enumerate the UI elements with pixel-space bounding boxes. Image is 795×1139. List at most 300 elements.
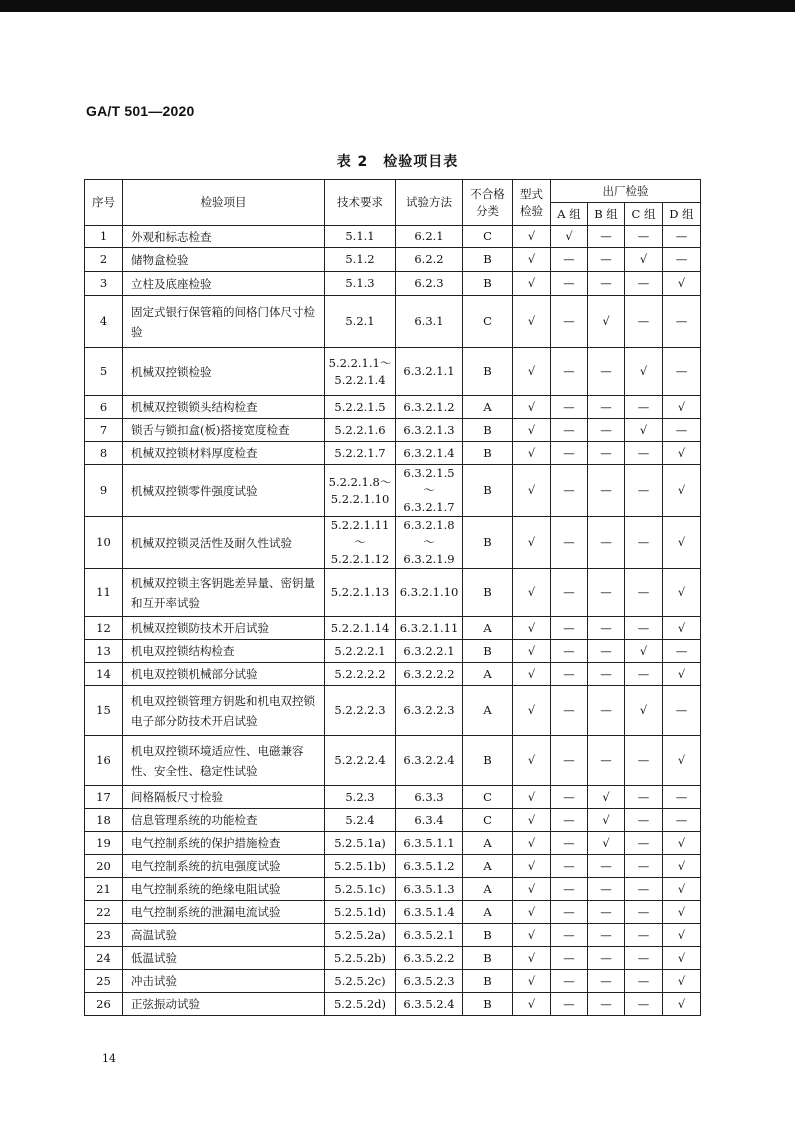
cell-item: 正弦振动试验 [123, 993, 325, 1016]
cell-group-c: — [625, 296, 663, 348]
cell-method: 6.3.5.1.4 [396, 901, 463, 924]
cell-item: 外观和标志检查 [123, 226, 325, 248]
cell-group-c: — [625, 442, 663, 465]
cell-group-a: — [551, 640, 588, 663]
cell-method: 6.3.2.2.2 [396, 663, 463, 686]
cell-seq: 17 [85, 786, 123, 809]
cell-group-a: — [551, 736, 588, 786]
cell-group-b: √ [588, 786, 625, 809]
cell-type-test: √ [513, 248, 551, 272]
cell-group-c: √ [625, 640, 663, 663]
cell-group-b: √ [588, 296, 625, 348]
cell-type-test: √ [513, 809, 551, 832]
cell-seq: 15 [85, 686, 123, 736]
cell-group-c: — [625, 517, 663, 569]
header-requirement: 技术要求 [325, 180, 396, 226]
cell-group-d: — [663, 248, 701, 272]
cell-group-d: √ [663, 517, 701, 569]
cell-group-a: — [551, 617, 588, 640]
cell-nonconformity: B [463, 947, 513, 970]
cell-method: 6.3.5.2.3 [396, 970, 463, 993]
cell-requirement: 5.2.2.1.13 [325, 569, 396, 617]
cell-type-test: √ [513, 640, 551, 663]
cell-group-b: — [588, 569, 625, 617]
cell-nonconformity: B [463, 640, 513, 663]
cell-group-a: — [551, 465, 588, 517]
cell-type-test: √ [513, 569, 551, 617]
table-row [85, 442, 701, 465]
table-row [85, 226, 701, 248]
cell-group-c: — [625, 569, 663, 617]
cell-method: 6.3.5.2.1 [396, 924, 463, 947]
cell-group-a: — [551, 686, 588, 736]
cell-group-d: √ [663, 947, 701, 970]
cell-group-a: — [551, 442, 588, 465]
header-nonconformity: 不合格分类 [463, 180, 513, 226]
cell-item: 固定式银行保管箱的间格门体尺寸检验 [123, 296, 325, 348]
cell-requirement: 5.1.1 [325, 226, 396, 248]
table-row [85, 924, 701, 947]
cell-requirement: 5.2.2.2.1 [325, 640, 396, 663]
cell-group-d: — [663, 419, 701, 442]
cell-nonconformity: A [463, 686, 513, 736]
cell-group-c: — [625, 396, 663, 419]
cell-group-a: — [551, 296, 588, 348]
table-row [85, 855, 701, 878]
cell-group-c: — [625, 663, 663, 686]
cell-group-d: — [663, 296, 701, 348]
cell-requirement: 5.2.3 [325, 786, 396, 809]
cell-requirement: 5.2.5.1b) [325, 855, 396, 878]
cell-group-c: — [625, 832, 663, 855]
cell-type-test: √ [513, 947, 551, 970]
cell-item: 电气控制系统的绝缘电阻试验 [123, 878, 325, 901]
header-item: 检验项目 [123, 180, 325, 226]
cell-group-d: — [663, 226, 701, 248]
cell-group-a: — [551, 248, 588, 272]
cell-group-a: — [551, 878, 588, 901]
cell-requirement: 5.2.2.1.6 [325, 419, 396, 442]
header-group-d: D 组 [663, 203, 701, 226]
cell-group-d: √ [663, 855, 701, 878]
cell-requirement: 5.2.5.2b) [325, 947, 396, 970]
cell-requirement: 5.2.2.2.2 [325, 663, 396, 686]
cell-group-c: √ [625, 348, 663, 396]
cell-seq: 4 [85, 296, 123, 348]
cell-group-c: — [625, 993, 663, 1016]
cell-seq: 11 [85, 569, 123, 617]
cell-group-c: — [625, 878, 663, 901]
cell-type-test: √ [513, 924, 551, 947]
cell-group-d: — [663, 348, 701, 396]
cell-group-d: √ [663, 663, 701, 686]
cell-item: 冲击试验 [123, 970, 325, 993]
cell-group-b: — [588, 272, 625, 296]
cell-group-b: — [588, 617, 625, 640]
cell-seq: 9 [85, 465, 123, 517]
table-row [85, 786, 701, 809]
cell-method: 6.3.2.1.8～6.3.2.1.9 [396, 517, 463, 569]
table-row [85, 396, 701, 419]
cell-method: 6.3.4 [396, 809, 463, 832]
cell-group-b: — [588, 663, 625, 686]
cell-type-test: √ [513, 442, 551, 465]
cell-nonconformity: A [463, 663, 513, 686]
cell-nonconformity: B [463, 517, 513, 569]
cell-group-b: — [588, 226, 625, 248]
cell-item: 机械双控锁灵活性及耐久性试验 [123, 517, 325, 569]
cell-group-b: √ [588, 809, 625, 832]
cell-requirement: 5.2.2.1.7 [325, 442, 396, 465]
page-number: 14 [102, 1052, 116, 1065]
cell-group-a: — [551, 947, 588, 970]
cell-method: 6.2.3 [396, 272, 463, 296]
cell-method: 6.3.2.1.10 [396, 569, 463, 617]
cell-item: 机械双控锁锁头结构检查 [123, 396, 325, 419]
cell-group-b: — [588, 901, 625, 924]
cell-seq: 16 [85, 736, 123, 786]
table-row [85, 419, 701, 442]
cell-requirement: 5.1.3 [325, 272, 396, 296]
table-row [85, 517, 701, 569]
cell-nonconformity: B [463, 272, 513, 296]
cell-seq: 8 [85, 442, 123, 465]
cell-group-a: — [551, 517, 588, 569]
header-group-c: C 组 [625, 203, 663, 226]
cell-method: 6.3.5.1.3 [396, 878, 463, 901]
cell-group-b: — [588, 878, 625, 901]
table-row [85, 465, 701, 517]
table-row [85, 569, 701, 617]
cell-group-d: √ [663, 970, 701, 993]
table-row [85, 296, 701, 348]
table-row [85, 640, 701, 663]
cell-group-a: — [551, 924, 588, 947]
cell-seq: 7 [85, 419, 123, 442]
cell-group-a: — [551, 569, 588, 617]
cell-seq: 5 [85, 348, 123, 396]
cell-group-a: — [551, 348, 588, 396]
header-factory-test: 出厂检验 [551, 180, 701, 203]
cell-type-test: √ [513, 832, 551, 855]
cell-nonconformity: C [463, 786, 513, 809]
cell-group-c: — [625, 272, 663, 296]
cell-item: 低温试验 [123, 947, 325, 970]
cell-item: 电气控制系统的泄漏电流试验 [123, 901, 325, 924]
table-row [85, 272, 701, 296]
cell-item: 电气控制系统的保护措施检查 [123, 832, 325, 855]
cell-seq: 12 [85, 617, 123, 640]
cell-type-test: √ [513, 226, 551, 248]
cell-requirement: 5.2.2.2.3 [325, 686, 396, 736]
cell-group-d: √ [663, 396, 701, 419]
cell-method: 6.3.3 [396, 786, 463, 809]
cell-type-test: √ [513, 663, 551, 686]
cell-item: 机电双控锁环境适应性、电磁兼容性、安全性、稳定性试验 [123, 736, 325, 786]
cell-type-test: √ [513, 786, 551, 809]
cell-requirement: 5.2.2.2.4 [325, 736, 396, 786]
cell-group-b: — [588, 855, 625, 878]
cell-item: 信息管理系统的功能检查 [123, 809, 325, 832]
cell-item: 机电双控锁结构检查 [123, 640, 325, 663]
cell-method: 6.3.2.1.1 [396, 348, 463, 396]
cell-nonconformity: B [463, 465, 513, 517]
cell-seq: 20 [85, 855, 123, 878]
cell-group-b: — [588, 419, 625, 442]
cell-seq: 3 [85, 272, 123, 296]
document-code: GA/T 501—2020 [86, 103, 195, 119]
cell-group-b: √ [588, 832, 625, 855]
cell-method: 6.3.2.1.3 [396, 419, 463, 442]
table-row [85, 947, 701, 970]
header-group-b: B 组 [588, 203, 625, 226]
cell-method: 6.3.5.1.2 [396, 855, 463, 878]
cell-method: 6.3.1 [396, 296, 463, 348]
cell-nonconformity: C [463, 809, 513, 832]
cell-requirement: 5.2.5.1d) [325, 901, 396, 924]
cell-group-a: — [551, 419, 588, 442]
cell-item: 储物盒检验 [123, 248, 325, 272]
cell-requirement: 5.2.2.1.11～5.2.2.1.12 [325, 517, 396, 569]
cell-method: 6.3.5.1.1 [396, 832, 463, 855]
cell-group-d: √ [663, 901, 701, 924]
cell-seq: 19 [85, 832, 123, 855]
cell-item: 机械双控锁主客钥匙差异量、密钥量和互开率试验 [123, 569, 325, 617]
cell-nonconformity: C [463, 226, 513, 248]
cell-group-b: — [588, 686, 625, 736]
cell-seq: 25 [85, 970, 123, 993]
cell-group-b: — [588, 248, 625, 272]
cell-group-c: — [625, 901, 663, 924]
cell-group-c: — [625, 855, 663, 878]
cell-requirement: 5.2.2.1.8～5.2.2.1.10 [325, 465, 396, 517]
cell-nonconformity: A [463, 901, 513, 924]
cell-group-b: — [588, 348, 625, 396]
inspection-items-table [84, 179, 701, 1016]
table-row [85, 901, 701, 924]
cell-requirement: 5.2.5.2a) [325, 924, 396, 947]
cell-requirement: 5.1.2 [325, 248, 396, 272]
cell-type-test: √ [513, 855, 551, 878]
cell-item: 高温试验 [123, 924, 325, 947]
cell-method: 6.3.2.1.2 [396, 396, 463, 419]
cell-group-d: √ [663, 465, 701, 517]
cell-group-c: — [625, 226, 663, 248]
cell-group-c: √ [625, 419, 663, 442]
cell-group-c: √ [625, 686, 663, 736]
cell-method: 6.3.2.1.4 [396, 442, 463, 465]
cell-group-c: — [625, 786, 663, 809]
cell-seq: 2 [85, 248, 123, 272]
cell-group-b: — [588, 442, 625, 465]
cell-group-d: √ [663, 272, 701, 296]
cell-seq: 18 [85, 809, 123, 832]
header-seq: 序号 [85, 180, 123, 226]
cell-nonconformity: B [463, 924, 513, 947]
cell-nonconformity: B [463, 419, 513, 442]
cell-group-d: — [663, 786, 701, 809]
cell-group-b: — [588, 924, 625, 947]
cell-group-c: — [625, 970, 663, 993]
cell-group-a: — [551, 809, 588, 832]
cell-group-a: — [551, 272, 588, 296]
table-row [85, 970, 701, 993]
cell-group-b: — [588, 517, 625, 569]
cell-seq: 26 [85, 993, 123, 1016]
header-method: 试验方法 [396, 180, 463, 226]
cell-method: 6.2.1 [396, 226, 463, 248]
cell-seq: 6 [85, 396, 123, 419]
cell-group-c: — [625, 809, 663, 832]
cell-seq: 13 [85, 640, 123, 663]
cell-seq: 1 [85, 226, 123, 248]
cell-group-c: — [625, 617, 663, 640]
cell-group-a: — [551, 663, 588, 686]
cell-type-test: √ [513, 686, 551, 736]
cell-requirement: 5.2.4 [325, 809, 396, 832]
cell-type-test: √ [513, 517, 551, 569]
cell-nonconformity: B [463, 736, 513, 786]
table-row [85, 248, 701, 272]
cell-group-d: √ [663, 569, 701, 617]
cell-type-test: √ [513, 878, 551, 901]
cell-group-d: √ [663, 878, 701, 901]
cell-item: 机械双控锁零件强度试验 [123, 465, 325, 517]
cell-group-b: — [588, 640, 625, 663]
cell-group-d: √ [663, 832, 701, 855]
cell-group-b: — [588, 396, 625, 419]
cell-method: 6.3.2.2.1 [396, 640, 463, 663]
cell-method: 6.3.2.1.5～6.3.2.1.7 [396, 465, 463, 517]
cell-requirement: 5.2.2.1.1～5.2.2.1.4 [325, 348, 396, 396]
cell-group-d: √ [663, 442, 701, 465]
cell-requirement: 5.2.5.1c) [325, 878, 396, 901]
header-group-a: A 组 [551, 203, 588, 226]
cell-group-b: — [588, 465, 625, 517]
cell-nonconformity: C [463, 296, 513, 348]
cell-group-a: — [551, 855, 588, 878]
cell-group-c: — [625, 465, 663, 517]
cell-method: 6.3.2.2.3 [396, 686, 463, 736]
cell-seq: 14 [85, 663, 123, 686]
table-row [85, 686, 701, 736]
cell-group-b: — [588, 993, 625, 1016]
cell-group-a: — [551, 832, 588, 855]
cell-nonconformity: B [463, 993, 513, 1016]
cell-nonconformity: B [463, 248, 513, 272]
cell-group-a: — [551, 901, 588, 924]
cell-group-d: √ [663, 924, 701, 947]
cell-requirement: 5.2.5.1a) [325, 832, 396, 855]
cell-group-a: — [551, 970, 588, 993]
table-row [85, 878, 701, 901]
cell-nonconformity: A [463, 832, 513, 855]
cell-group-d: √ [663, 617, 701, 640]
header-type-test: 型式检验 [513, 180, 551, 226]
cell-method: 6.3.5.2.4 [396, 993, 463, 1016]
cell-type-test: √ [513, 617, 551, 640]
table-row [85, 617, 701, 640]
scan-edge [0, 0, 795, 12]
cell-item: 立柱及底座检验 [123, 272, 325, 296]
cell-method: 6.3.5.2.2 [396, 947, 463, 970]
cell-nonconformity: A [463, 855, 513, 878]
cell-requirement: 5.2.5.2d) [325, 993, 396, 1016]
cell-type-test: √ [513, 993, 551, 1016]
cell-group-d: — [663, 809, 701, 832]
cell-group-b: — [588, 970, 625, 993]
cell-nonconformity: A [463, 878, 513, 901]
cell-item: 机电双控锁机械部分试验 [123, 663, 325, 686]
cell-nonconformity: A [463, 396, 513, 419]
cell-nonconformity: A [463, 617, 513, 640]
table-row [85, 663, 701, 686]
table-title: 表 2 检验项目表 [336, 154, 459, 170]
cell-nonconformity: B [463, 569, 513, 617]
cell-type-test: √ [513, 396, 551, 419]
cell-type-test: √ [513, 419, 551, 442]
cell-type-test: √ [513, 296, 551, 348]
table-row [85, 832, 701, 855]
cell-seq: 22 [85, 901, 123, 924]
cell-seq: 10 [85, 517, 123, 569]
table-row [85, 348, 701, 396]
cell-group-a: — [551, 786, 588, 809]
cell-group-d: — [663, 686, 701, 736]
cell-requirement: 5.2.5.2c) [325, 970, 396, 993]
cell-requirement: 5.2.2.1.5 [325, 396, 396, 419]
cell-item: 机械双控锁材料厚度检查 [123, 442, 325, 465]
cell-nonconformity: B [463, 970, 513, 993]
cell-group-c: √ [625, 248, 663, 272]
cell-group-b: — [588, 947, 625, 970]
cell-seq: 24 [85, 947, 123, 970]
cell-group-b: — [588, 736, 625, 786]
cell-nonconformity: B [463, 442, 513, 465]
cell-type-test: √ [513, 901, 551, 924]
cell-item: 机械双控锁防技术开启试验 [123, 617, 325, 640]
cell-group-a: √ [551, 226, 588, 248]
cell-requirement: 5.2.2.1.14 [325, 617, 396, 640]
cell-method: 6.2.2 [396, 248, 463, 272]
cell-group-c: — [625, 736, 663, 786]
cell-method: 6.3.2.2.4 [396, 736, 463, 786]
cell-item: 电气控制系统的抗电强度试验 [123, 855, 325, 878]
cell-group-d: √ [663, 736, 701, 786]
table-row [85, 736, 701, 786]
cell-type-test: √ [513, 970, 551, 993]
table-row [85, 993, 701, 1016]
cell-seq: 23 [85, 924, 123, 947]
cell-seq: 21 [85, 878, 123, 901]
cell-requirement: 5.2.1 [325, 296, 396, 348]
cell-type-test: √ [513, 736, 551, 786]
cell-item: 机电双控锁管理方钥匙和机电双控锁电子部分防技术开启试验 [123, 686, 325, 736]
cell-type-test: √ [513, 465, 551, 517]
cell-group-c: — [625, 924, 663, 947]
cell-group-d: √ [663, 993, 701, 1016]
cell-group-d: — [663, 640, 701, 663]
cell-item: 机械双控锁检验 [123, 348, 325, 396]
cell-method: 6.3.2.1.11 [396, 617, 463, 640]
cell-nonconformity: B [463, 348, 513, 396]
cell-item: 间格隔板尺寸检验 [123, 786, 325, 809]
cell-item: 锁舌与锁扣盒(板)搭接宽度检查 [123, 419, 325, 442]
cell-group-a: — [551, 993, 588, 1016]
cell-type-test: √ [513, 272, 551, 296]
cell-group-a: — [551, 396, 588, 419]
table-row [85, 809, 701, 832]
